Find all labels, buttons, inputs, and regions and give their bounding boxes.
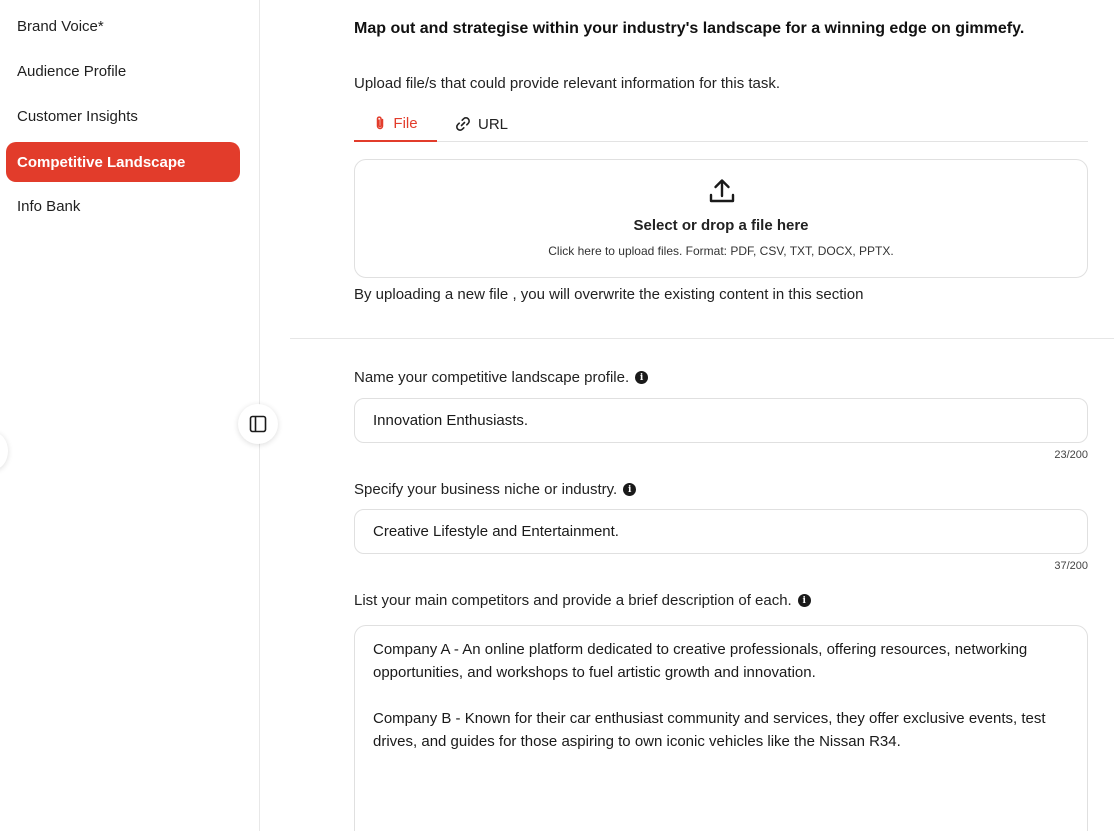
info-icon[interactable]: i (635, 371, 648, 384)
profile-name-counter: 23/200 (1054, 449, 1088, 461)
overwrite-note: By uploading a new file , you will overwrite the existing content in this section (354, 286, 864, 303)
sidebar-item-competitive-landscape[interactable]: Competitive Landscape (6, 142, 240, 182)
upload-tabs (354, 106, 1088, 142)
niche-input[interactable] (354, 509, 1088, 554)
niche-counter: 37/200 (1054, 560, 1088, 572)
main-content (260, 0, 1114, 831)
profile-name-label (354, 369, 648, 386)
info-icon[interactable]: i (623, 483, 636, 496)
section-divider (290, 338, 1114, 339)
tab-url-label: URL (478, 115, 509, 133)
sidebar-item-info-bank[interactable]: Info Bank (17, 197, 81, 215)
profile-name-input[interactable] (354, 398, 1088, 443)
sidebar-item-customer-insights[interactable]: Customer Insights (17, 107, 138, 125)
niche-label-text: Specify your business niche or industry. (354, 481, 618, 498)
upload-label: Upload file/s that could provide relevant information for this task. (354, 75, 781, 92)
sidebar-item-brand-voice[interactable]: Brand Voice* (17, 17, 104, 35)
tab-file[interactable] (354, 106, 437, 142)
info-icon[interactable]: i (798, 594, 811, 607)
tab-url[interactable] (454, 106, 524, 142)
sidebar-item-audience-profile[interactable]: Audience Profile (17, 62, 127, 80)
tab-file-label: File (393, 114, 418, 132)
competitors-textarea[interactable] (354, 625, 1088, 831)
dropzone-title: Select or drop a file here (633, 217, 809, 234)
page-title: Map out and strategise within your industry's landscape for a winning edge on gimmefy. (354, 20, 1025, 37)
competitors-label-text: List your main competitors and provide a brief description of each. (354, 592, 792, 609)
niche-label (354, 481, 636, 498)
file-dropzone[interactable] (354, 159, 1088, 278)
link-icon (454, 115, 472, 133)
upload-icon (707, 176, 737, 206)
competitors-label (354, 592, 811, 609)
profile-name-label-text: Name your competitive landscape profile. (354, 369, 630, 386)
dropzone-subtitle: Click here to upload files. Format: PDF, CSV, TXT, DOCX, PPTX. (548, 244, 894, 258)
paperclip-icon (373, 115, 387, 131)
sidebar (0, 0, 260, 831)
